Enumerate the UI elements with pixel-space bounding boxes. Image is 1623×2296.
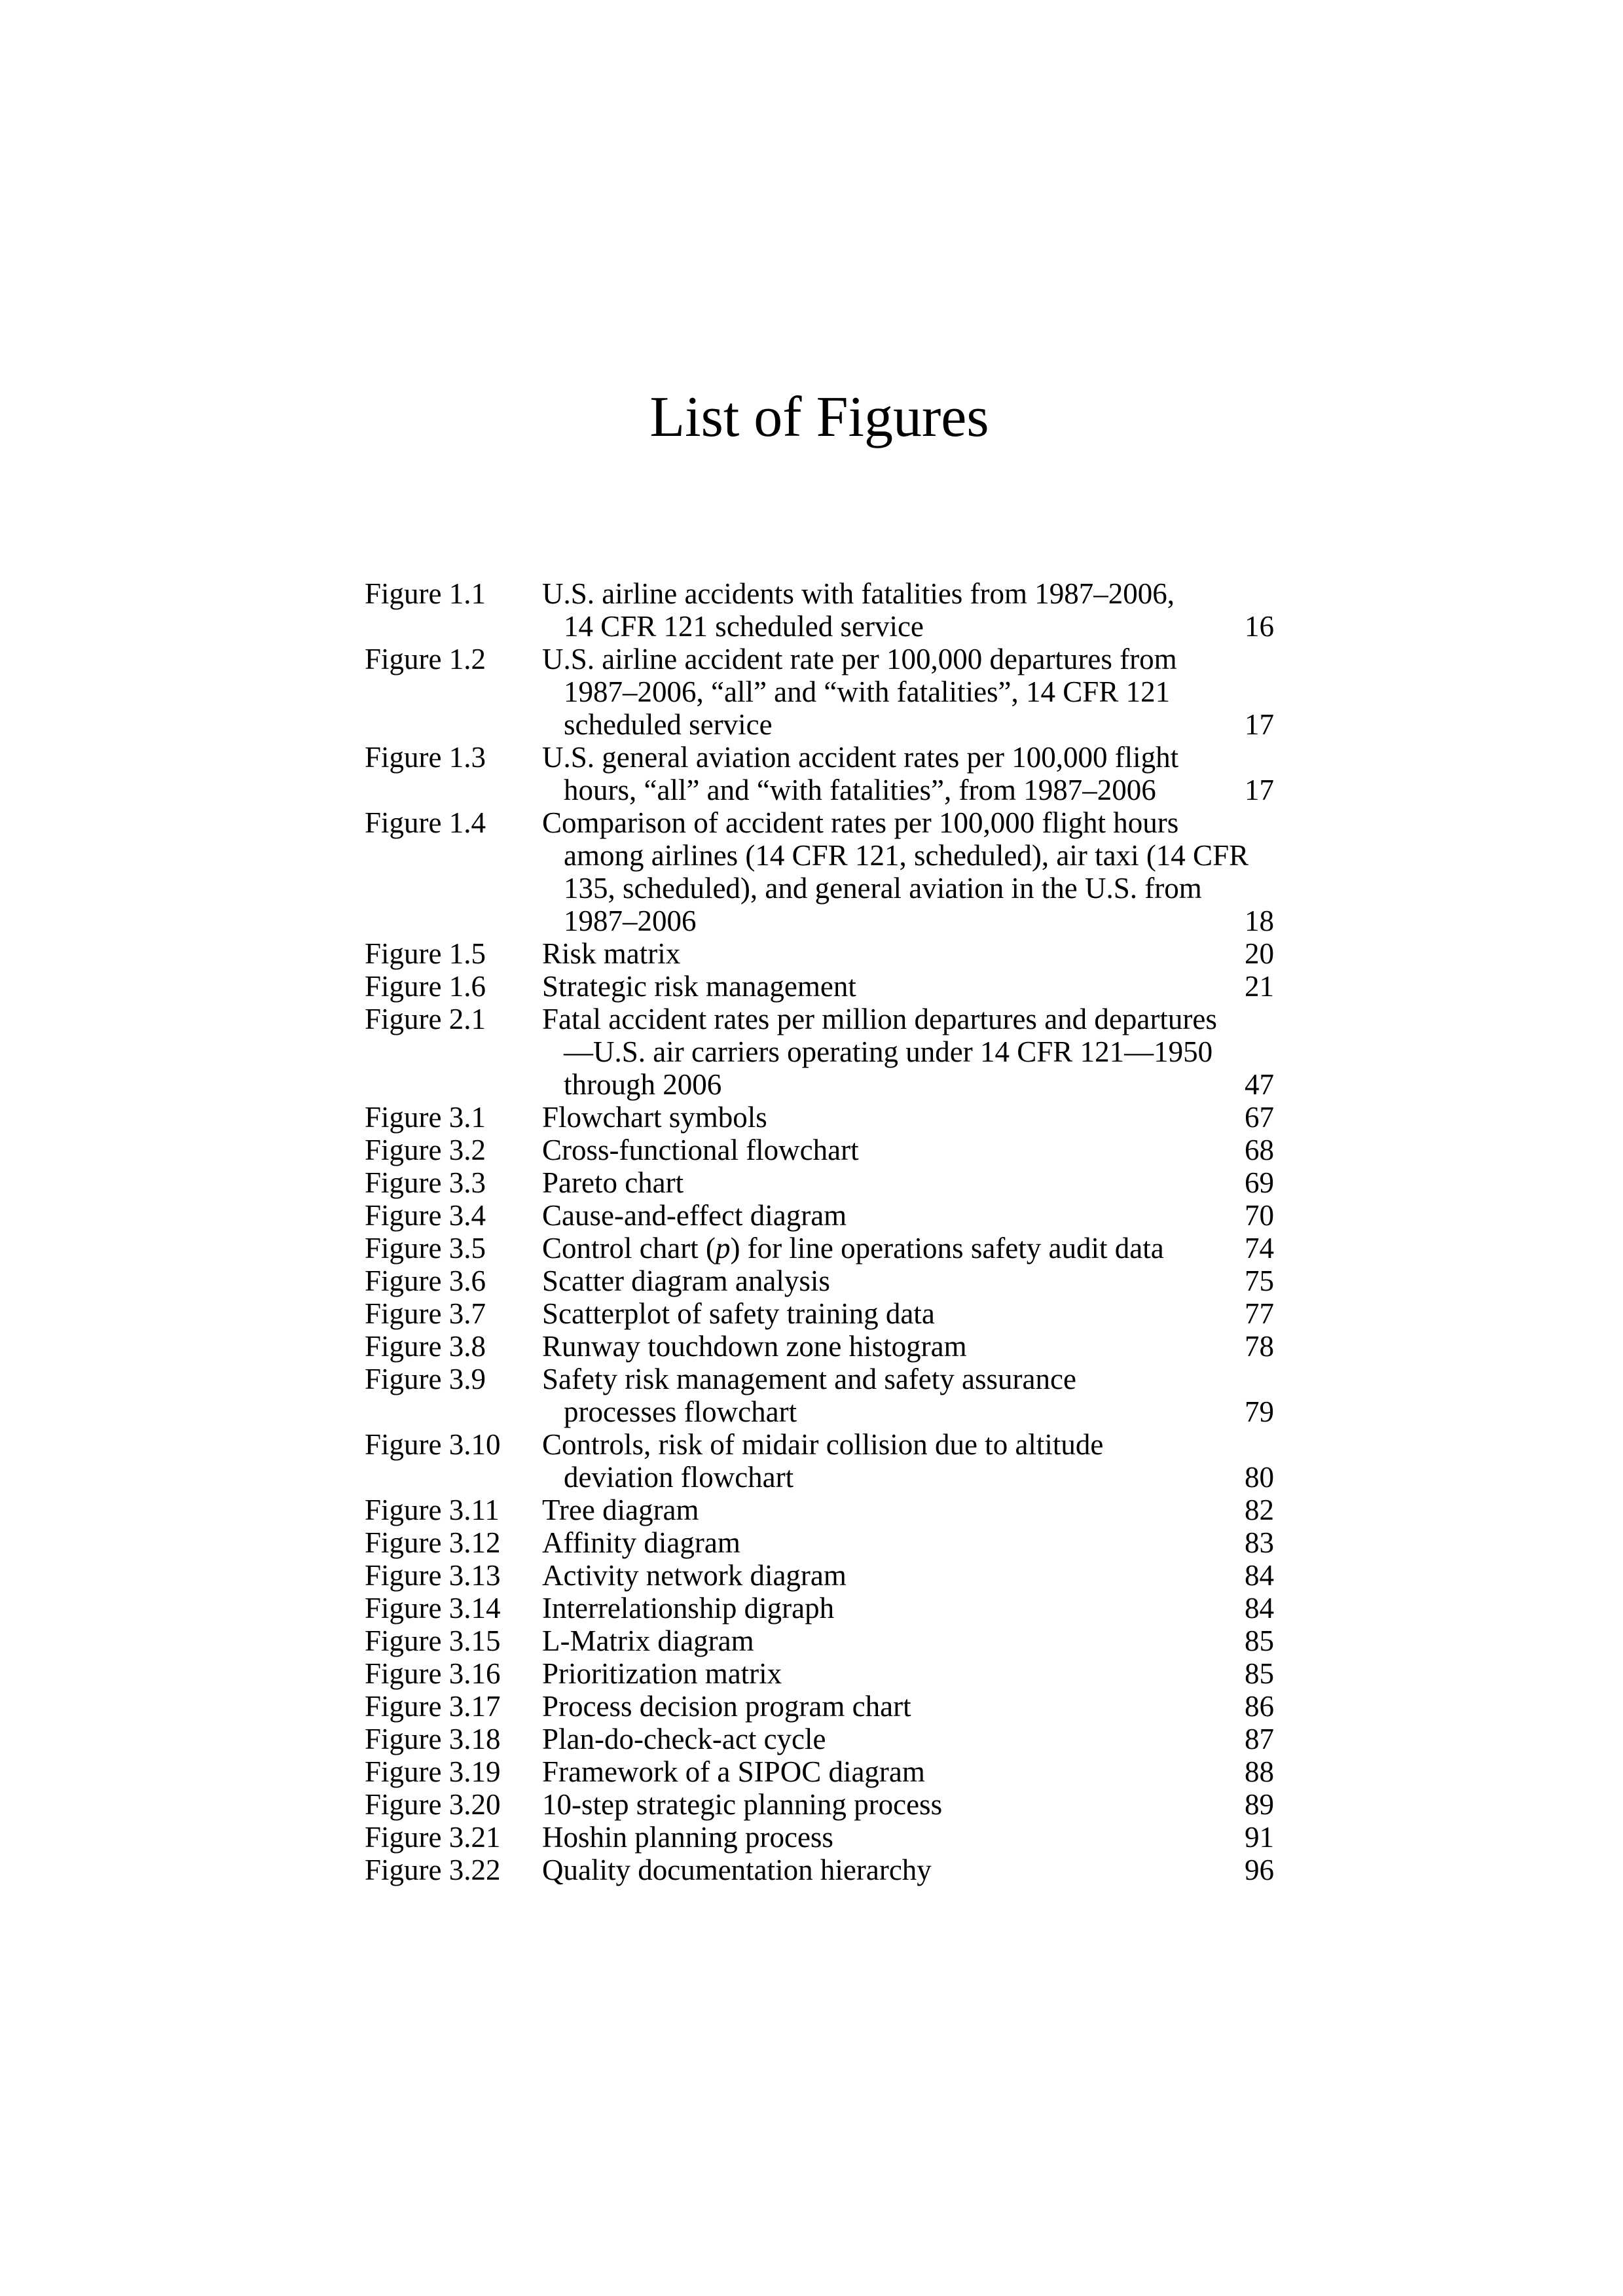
figure-label: Figure 3.17 bbox=[365, 1690, 501, 1723]
caption-line bbox=[542, 1428, 1274, 1461]
caption-text: Pareto chart bbox=[542, 1166, 684, 1199]
figure-label: Figure 3.8 bbox=[365, 1330, 486, 1363]
page-number: 70 bbox=[1245, 1199, 1274, 1232]
caption-line bbox=[542, 643, 1274, 675]
caption-text: processes flowchart bbox=[564, 1395, 797, 1428]
page-number: 78 bbox=[1245, 1330, 1274, 1363]
lof-entry bbox=[365, 1657, 1274, 1690]
caption-text: Quality documentation hierarchy bbox=[542, 1854, 932, 1886]
figure-caption bbox=[542, 1690, 1274, 1723]
figure-caption bbox=[542, 1363, 1274, 1428]
caption-text: Scatterplot of safety training data bbox=[542, 1297, 935, 1330]
figure-caption bbox=[542, 1232, 1274, 1265]
lof-entry bbox=[365, 806, 1274, 937]
caption-line bbox=[542, 741, 1274, 774]
caption-text: U.S. general aviation accident rates per 100,000 flight bbox=[542, 741, 1179, 774]
caption-text: 10-step strategic planning process bbox=[542, 1788, 943, 1821]
page-number: 47 bbox=[1245, 1068, 1274, 1101]
page-number: 84 bbox=[1245, 1592, 1274, 1624]
caption-line bbox=[542, 1624, 1274, 1657]
caption-line bbox=[542, 1330, 1274, 1363]
figure-label: Figure 3.15 bbox=[365, 1624, 501, 1657]
caption-line bbox=[542, 1690, 1274, 1723]
figure-label: Figure 3.13 bbox=[365, 1559, 501, 1592]
page-number: 89 bbox=[1245, 1788, 1274, 1821]
figure-caption bbox=[542, 1494, 1274, 1526]
figure-caption bbox=[542, 1199, 1274, 1232]
lof-entry bbox=[365, 1690, 1274, 1723]
caption-line bbox=[542, 1265, 1274, 1297]
lof-entry bbox=[365, 1788, 1274, 1821]
lof-entry bbox=[365, 1134, 1274, 1166]
lof-entry bbox=[365, 577, 1274, 643]
caption-line bbox=[542, 839, 1274, 872]
caption-text: 1987–2006 bbox=[564, 905, 697, 937]
lof-entry bbox=[365, 1592, 1274, 1624]
figure-label: Figure 3.18 bbox=[365, 1723, 501, 1755]
caption-line bbox=[542, 1166, 1274, 1199]
figure-caption bbox=[542, 577, 1274, 643]
caption-text: among airlines (14 CFR 121, scheduled), air taxi (14 CFR bbox=[564, 839, 1249, 872]
lof-entry bbox=[365, 1265, 1274, 1297]
figure-caption bbox=[542, 741, 1274, 806]
caption-line bbox=[542, 1068, 1274, 1101]
figure-label: Figure 1.2 bbox=[365, 643, 486, 675]
caption-text: through 2006 bbox=[564, 1068, 722, 1101]
figure-caption bbox=[542, 1592, 1274, 1624]
caption-text: Strategic risk management bbox=[542, 970, 856, 1003]
caption-text: U.S. airline accidents with fatalities from 1987–2006, bbox=[542, 577, 1175, 610]
page-number: 68 bbox=[1245, 1134, 1274, 1166]
page-number: 16 bbox=[1245, 610, 1274, 643]
page-number: 69 bbox=[1245, 1166, 1274, 1199]
lof-entry bbox=[365, 1166, 1274, 1199]
lof-entry bbox=[365, 1003, 1274, 1101]
caption-text: Prioritization matrix bbox=[542, 1657, 782, 1690]
caption-text: Safety risk management and safety assurance bbox=[542, 1363, 1076, 1395]
figure-label: Figure 3.3 bbox=[365, 1166, 486, 1199]
caption-text: Framework of a SIPOC diagram bbox=[542, 1755, 925, 1788]
caption-line bbox=[542, 1821, 1274, 1854]
page-number: 85 bbox=[1245, 1624, 1274, 1657]
caption-line bbox=[542, 1035, 1274, 1068]
caption-text: Cross-functional flowchart bbox=[542, 1134, 859, 1166]
figure-label: Figure 1.5 bbox=[365, 937, 486, 970]
page-number: 88 bbox=[1245, 1755, 1274, 1788]
list-of-figures bbox=[365, 577, 1274, 1886]
caption-line bbox=[542, 872, 1274, 905]
page-number: 77 bbox=[1245, 1297, 1274, 1330]
page-number: 96 bbox=[1245, 1854, 1274, 1886]
figure-label: Figure 3.9 bbox=[365, 1363, 486, 1395]
caption-line bbox=[542, 1395, 1274, 1428]
caption-line bbox=[542, 1297, 1274, 1330]
lof-entry bbox=[365, 741, 1274, 806]
page-number: 84 bbox=[1245, 1559, 1274, 1592]
figure-caption bbox=[542, 1854, 1274, 1886]
caption-text: Tree diagram bbox=[542, 1494, 699, 1526]
page-number: 83 bbox=[1245, 1526, 1274, 1559]
caption-text: Risk matrix bbox=[542, 937, 681, 970]
caption-text: Flowchart symbols bbox=[542, 1101, 767, 1134]
caption-text: —U.S. air carriers operating under 14 CFR 121—1950 bbox=[564, 1035, 1213, 1068]
figure-label: Figure 1.4 bbox=[365, 806, 486, 839]
figure-caption bbox=[542, 1624, 1274, 1657]
caption-line bbox=[542, 970, 1274, 1003]
lof-entry bbox=[365, 1755, 1274, 1788]
figure-label: Figure 1.1 bbox=[365, 577, 486, 610]
caption-line bbox=[542, 1592, 1274, 1624]
figure-label: Figure 3.20 bbox=[365, 1788, 501, 1821]
lof-entry bbox=[365, 1330, 1274, 1363]
figure-label: Figure 3.16 bbox=[365, 1657, 501, 1690]
figure-caption bbox=[542, 1755, 1274, 1788]
lof-entry bbox=[365, 1624, 1274, 1657]
lof-entry bbox=[365, 1199, 1274, 1232]
figure-label: Figure 3.19 bbox=[365, 1755, 501, 1788]
caption-text: scheduled service bbox=[564, 708, 773, 741]
caption-line bbox=[542, 905, 1274, 937]
caption-text: U.S. airline accident rate per 100,000 departures from bbox=[542, 643, 1177, 675]
page-number: 91 bbox=[1245, 1821, 1274, 1854]
figure-label: Figure 3.11 bbox=[365, 1494, 500, 1526]
caption-text: 135, scheduled), and general aviation in the U.S. from bbox=[564, 872, 1202, 905]
figure-caption bbox=[542, 643, 1274, 741]
lof-entry bbox=[365, 1723, 1274, 1755]
page-number: 67 bbox=[1245, 1101, 1274, 1134]
caption-line bbox=[542, 1723, 1274, 1755]
caption-line bbox=[542, 1526, 1274, 1559]
figure-label: Figure 3.6 bbox=[365, 1265, 486, 1297]
page-number: 21 bbox=[1245, 970, 1274, 1003]
lof-entry bbox=[365, 1363, 1274, 1428]
caption-line bbox=[542, 1788, 1274, 1821]
caption-line bbox=[542, 1199, 1274, 1232]
figure-caption bbox=[542, 1003, 1274, 1101]
lof-entry bbox=[365, 1526, 1274, 1559]
caption-line bbox=[542, 1755, 1274, 1788]
caption-line bbox=[542, 1363, 1274, 1395]
figure-caption bbox=[542, 1330, 1274, 1363]
page-number: 75 bbox=[1245, 1265, 1274, 1297]
lof-entry bbox=[365, 1101, 1274, 1134]
caption-text: Interrelationship digraph bbox=[542, 1592, 835, 1624]
figure-label: Figure 3.10 bbox=[365, 1428, 501, 1461]
figure-label: Figure 3.22 bbox=[365, 1854, 501, 1886]
figure-label: Figure 3.12 bbox=[365, 1526, 501, 1559]
lof-entry bbox=[365, 1428, 1274, 1494]
caption-line bbox=[542, 1101, 1274, 1134]
caption-line bbox=[542, 1657, 1274, 1690]
caption-text: Affinity diagram bbox=[542, 1526, 740, 1559]
lof-entry bbox=[365, 1232, 1274, 1265]
figure-caption bbox=[542, 1297, 1274, 1330]
figure-label: Figure 1.3 bbox=[365, 741, 486, 774]
caption-text: Fatal accident rates per million departures and departures bbox=[542, 1003, 1217, 1035]
caption-text: 14 CFR 121 scheduled service bbox=[564, 610, 924, 643]
caption-line bbox=[542, 806, 1274, 839]
figure-label: Figure 3.2 bbox=[365, 1134, 486, 1166]
caption-text: L-Matrix diagram bbox=[542, 1624, 754, 1657]
figure-caption bbox=[542, 1788, 1274, 1821]
caption-text: Cause-and-effect diagram bbox=[542, 1199, 847, 1232]
caption-text: Control chart (p) for line operations safety audit data bbox=[542, 1232, 1164, 1265]
caption-line bbox=[542, 1134, 1274, 1166]
figure-caption bbox=[542, 937, 1274, 970]
page-title: List of Figures bbox=[649, 386, 989, 449]
figure-caption bbox=[542, 1166, 1274, 1199]
caption-line bbox=[542, 1461, 1274, 1494]
page-number: 18 bbox=[1245, 905, 1274, 937]
lof-entry bbox=[365, 643, 1274, 741]
page-number: 17 bbox=[1245, 708, 1274, 741]
page-number: 85 bbox=[1245, 1657, 1274, 1690]
caption-text: hours, “all” and “with fatalities”, from 1987–2006 bbox=[564, 774, 1156, 806]
caption-text: Process decision program chart bbox=[542, 1690, 911, 1723]
figure-caption bbox=[542, 1101, 1274, 1134]
caption-line bbox=[542, 1854, 1274, 1886]
caption-line bbox=[542, 1559, 1274, 1592]
figure-label: Figure 3.7 bbox=[365, 1297, 486, 1330]
figure-caption bbox=[542, 1526, 1274, 1559]
figure-label: Figure 3.5 bbox=[365, 1232, 486, 1265]
caption-line bbox=[542, 1232, 1274, 1265]
caption-line bbox=[542, 675, 1274, 708]
lof-entry bbox=[365, 1559, 1274, 1592]
figure-caption bbox=[542, 1657, 1274, 1690]
figure-caption bbox=[542, 1265, 1274, 1297]
caption-text: deviation flowchart bbox=[564, 1461, 794, 1494]
figure-caption bbox=[542, 970, 1274, 1003]
lof-entry bbox=[365, 1821, 1274, 1854]
caption-text: Plan-do-check-act cycle bbox=[542, 1723, 826, 1755]
page-number: 87 bbox=[1245, 1723, 1274, 1755]
figure-label: Figure 2.1 bbox=[365, 1003, 486, 1035]
lof-entry bbox=[365, 1297, 1274, 1330]
page-number: 86 bbox=[1245, 1690, 1274, 1723]
page-number: 74 bbox=[1245, 1232, 1274, 1265]
caption-line bbox=[542, 1494, 1274, 1526]
lof-entry bbox=[365, 937, 1274, 970]
lof-entry bbox=[365, 1854, 1274, 1886]
page-number: 82 bbox=[1245, 1494, 1274, 1526]
caption-line bbox=[542, 1003, 1274, 1035]
figure-caption bbox=[542, 1559, 1274, 1592]
lof-entry bbox=[365, 970, 1274, 1003]
caption-text: Runway touchdown zone histogram bbox=[542, 1330, 967, 1363]
figure-label: Figure 3.14 bbox=[365, 1592, 501, 1624]
figure-caption bbox=[542, 1428, 1274, 1494]
figure-label: Figure 3.1 bbox=[365, 1101, 486, 1134]
caption-text: Comparison of accident rates per 100,000 flight hours bbox=[542, 806, 1179, 839]
figure-label: Figure 1.6 bbox=[365, 970, 486, 1003]
figure-label: Figure 3.4 bbox=[365, 1199, 486, 1232]
page-number: 17 bbox=[1245, 774, 1274, 806]
caption-line bbox=[542, 610, 1274, 643]
caption-text: Activity network diagram bbox=[542, 1559, 847, 1592]
page-number: 20 bbox=[1245, 937, 1274, 970]
caption-line bbox=[542, 937, 1274, 970]
page-number: 79 bbox=[1245, 1395, 1274, 1428]
figure-caption bbox=[542, 1134, 1274, 1166]
figure-caption bbox=[542, 1723, 1274, 1755]
lof-entry bbox=[365, 1494, 1274, 1526]
figure-caption bbox=[542, 806, 1274, 937]
figure-label: Figure 3.21 bbox=[365, 1821, 501, 1854]
page-number: 80 bbox=[1245, 1461, 1274, 1494]
caption-text: 1987–2006, “all” and “with fatalities”, 14 CFR 121 bbox=[564, 675, 1171, 708]
caption-line bbox=[542, 577, 1274, 610]
caption-text: Scatter diagram analysis bbox=[542, 1265, 830, 1297]
caption-line bbox=[542, 708, 1274, 741]
caption-text: Controls, risk of midair collision due to altitude bbox=[542, 1428, 1104, 1461]
caption-text: Hoshin planning process bbox=[542, 1821, 833, 1854]
caption-line bbox=[542, 774, 1274, 806]
figure-caption bbox=[542, 1821, 1274, 1854]
